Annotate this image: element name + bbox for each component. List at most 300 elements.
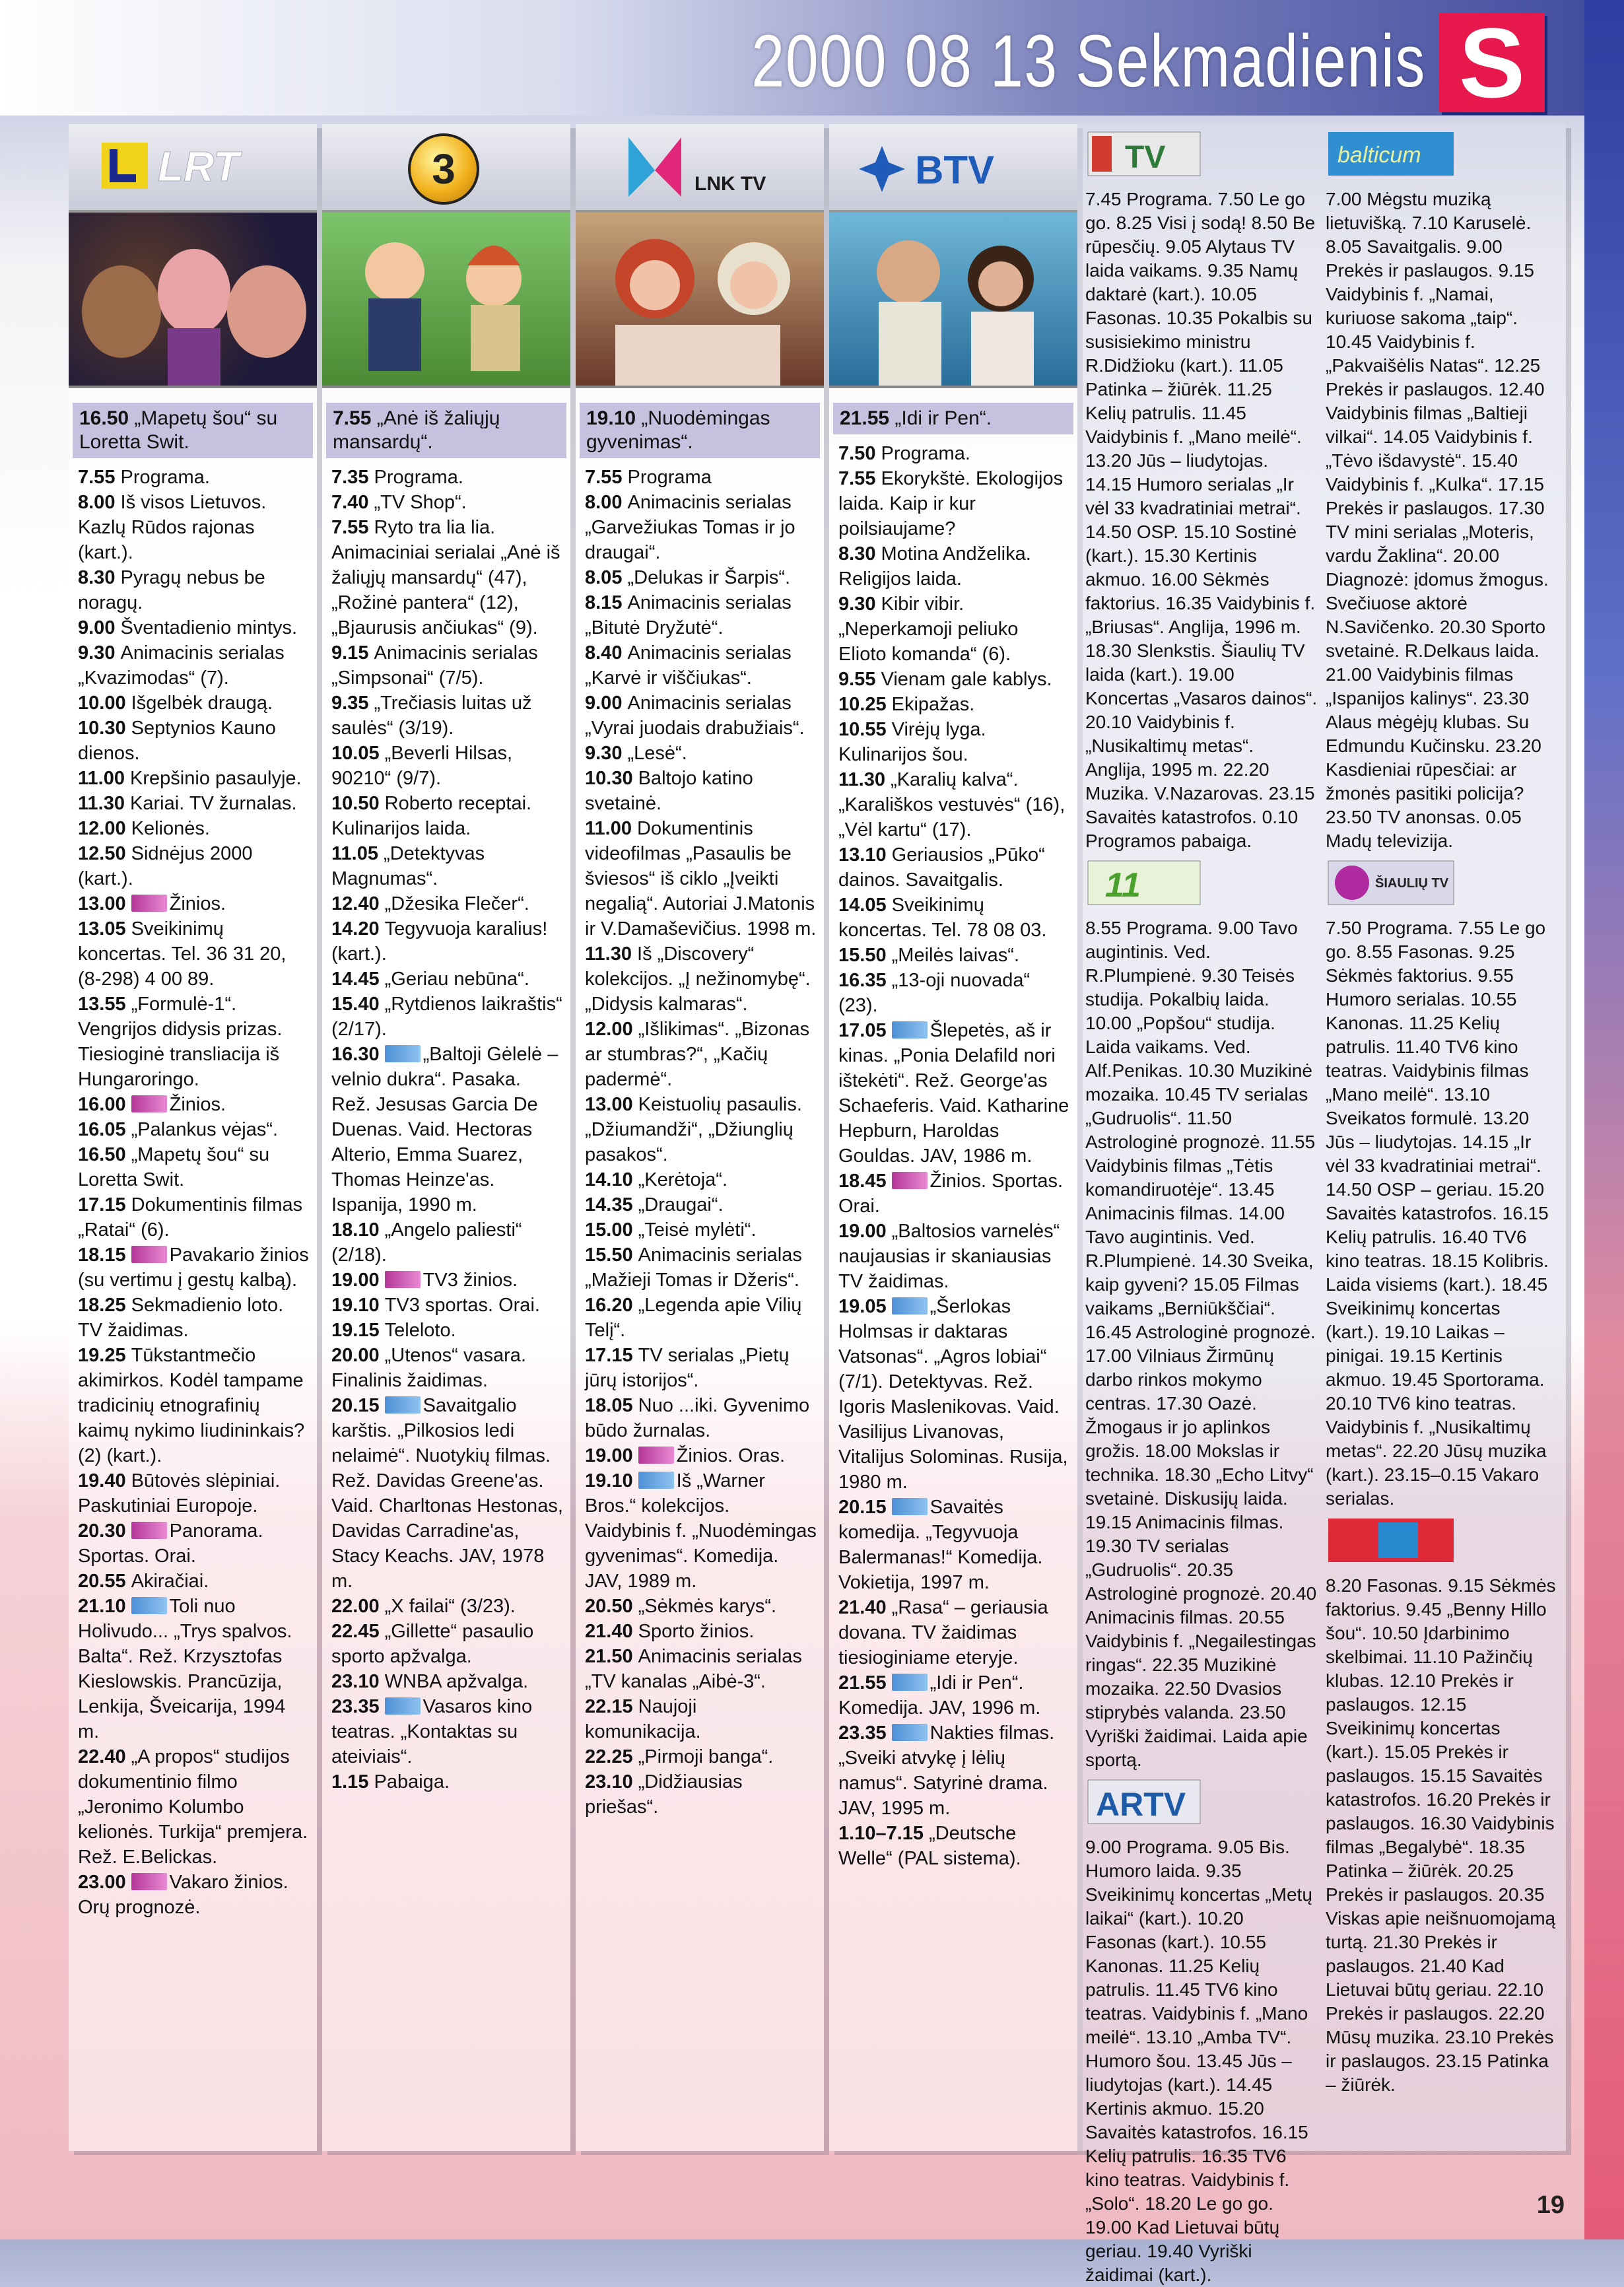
baltijos-logo-icon xyxy=(1326,128,1558,181)
program-time: 11.05 xyxy=(331,843,378,864)
program-entry xyxy=(585,941,817,1017)
page-number: 19 xyxy=(1536,2191,1565,2219)
program-time: 11.30 xyxy=(838,769,885,790)
program-entry xyxy=(78,841,310,891)
program-time: 21.40 xyxy=(585,1621,633,1642)
program-entry xyxy=(585,1619,817,1644)
program-title: Animacinis serialas „Karvė ir viščiukas“. xyxy=(585,642,792,689)
program-title: Kelionės. xyxy=(131,818,210,839)
program-entry xyxy=(331,1694,564,1769)
highlight-time: 16.50 xyxy=(79,407,129,429)
channel-logo-bar xyxy=(69,124,317,213)
program-time: 22.15 xyxy=(585,1696,633,1717)
program-time: 18.10 xyxy=(331,1219,380,1241)
program-title: Keistuolių pasaulis. „Džiumandži“, „Džiunglių pasakos“. xyxy=(585,1094,802,1165)
program-title: „Gillette“ pasaulio sporto apžvalga. xyxy=(331,1621,534,1667)
program-time: 14.10 xyxy=(585,1169,633,1190)
program-time: 10.50 xyxy=(331,793,380,814)
program-title: Nakties filmas. „Sveiki atvykę į lėlių namus“. Satyrinė drama. JAV, 1995 m. xyxy=(838,1723,1055,1819)
program-entry xyxy=(331,1393,564,1594)
channel-column-btv xyxy=(829,124,1077,2151)
program-entry xyxy=(585,1092,817,1167)
program-time: 22.25 xyxy=(585,1746,633,1767)
svg-text:LRT: LRT xyxy=(158,143,240,190)
program-entry xyxy=(331,967,564,992)
program-title: Toli nuo Holivudo... „Trys spalvos. Balta“. Rež. Krzysztofas Kieslowskis. Prancūzija, Lenkija, Šveicarija, 1994 m. xyxy=(78,1596,292,1742)
program-time: 15.40 xyxy=(331,994,380,1015)
program-title: Animacinis serialas „Bitutė Dryžutė“. xyxy=(585,592,792,638)
program-time: 15.50 xyxy=(585,1245,633,1266)
program-entry xyxy=(331,1042,564,1217)
program-title: „Palankus vėjas“. xyxy=(131,1119,279,1140)
program-time: 7.40 xyxy=(331,492,369,513)
program-entry xyxy=(585,640,817,691)
program-entry xyxy=(78,1569,310,1594)
film-marker-icon xyxy=(385,1697,421,1715)
program-time: 8.30 xyxy=(838,543,876,564)
program-time: 17.05 xyxy=(838,1020,887,1041)
program-entry xyxy=(78,565,310,615)
svg-text:BTV: BTV xyxy=(915,148,994,192)
program-title: Savaitgalio karštis. „Pilkosios ledi nelaimė“. Nuotykių filmas. Rež. Davidas Greene'as. Vaid. Charltonas Hestonas, Davidas Carradine'as, Stacy Keachs. JAV, 1978 m. xyxy=(331,1395,563,1592)
program-entry xyxy=(78,1092,310,1117)
program-entry xyxy=(585,1443,817,1468)
program-title: Šlepetės, aš ir kinas. „Ponia Delafild nori ištekėti“. Rež. George'as Schaeferis. Vaid. Katharine Hepburn, Haroldas Gouldas. JAV, 1986 m. xyxy=(838,1020,1069,1167)
program-title: Žinios. xyxy=(169,1094,226,1115)
program-time: 21.10 xyxy=(78,1596,126,1617)
program-time: 15.00 xyxy=(585,1219,633,1241)
program-time: 7.55 xyxy=(78,467,116,488)
program-title: Išgelbėk draugą. xyxy=(131,693,273,714)
program-time: 19.15 xyxy=(331,1320,380,1341)
program-time: 11.30 xyxy=(78,793,125,814)
program-title: Baltojo katino svetainė. xyxy=(585,768,753,814)
program-time: 7.35 xyxy=(331,467,369,488)
program-entry xyxy=(78,1293,310,1343)
program-entry xyxy=(331,741,564,791)
program-title: „Kerėtoja“. xyxy=(638,1169,728,1190)
program-time: 20.55 xyxy=(78,1571,126,1592)
program-title: Vakaro žinios. Orų prognozė. xyxy=(78,1872,288,1918)
program-time: 9.30 xyxy=(78,642,116,664)
page-title: 2000 08 13 Sekmadienis xyxy=(751,20,1426,102)
program-entry xyxy=(585,1167,817,1192)
program-title: Sveikinimų koncertas. Tel. 36 31 20, (8-298) 4 00 89. xyxy=(78,918,287,990)
program-entry xyxy=(78,1594,310,1744)
news-marker-icon xyxy=(385,1271,421,1288)
film-marker-icon xyxy=(638,1472,674,1489)
schedule-tv11: 8.55 Programa. 9.00 Tavo augintinis. Ved. R.Plumpienė. 9.30 Teisės studija. Pokalbių laida. 10.00 „Popšou“ studija. Laida vaikams. Ved. Alf.Penikas. 10.30 Muzikinė mozaika. 10.45 TV serialas „Gudruolis“. 11.50 Astrologinė prognozė. 11.55 Vaidybinis filmas „Tėtis komandiruotėje“. 13.45 Animacinis filmas. 14.00 Tavo augintinis. Ved. R.Plumpienė. 14.30 Sveika, kaip gyveni? 15.05 Filmas vaikams „Berniūkščiai“. 16.45 Astrologinė prognozė. 17.00 Vilniaus Žirmūnų darbo rinkos mokymo centras. 17.30 Oazė. Žmogaus ir jo aplinkos grožis. 18.00 Mokslas ir technika. 18.30 „Echo Litvy“ svetainė. Diskusijų laida. 19.15 Animacinis filmas. 19.30 TV serialas „Gudruolis“. 20.35 Astrologinė prognozė. 20.40 Animacinis filmas. 20.55 Vaidybinis f. „Negailestingas ringas“. 22.35 Muzikinė mozaika. 22.50 Dvasios stiprybės valanda. 23.50 Vyriški žaidimai. Laida apie sportą. xyxy=(1085,918,1317,1770)
program-entry xyxy=(838,1169,1071,1219)
program-entry xyxy=(585,1393,817,1443)
program-title: TV3 žinios. xyxy=(423,1270,518,1291)
program-entry xyxy=(331,1293,564,1318)
program-entry xyxy=(78,1468,310,1519)
program-title: Ryto tra lia lia. Animaciniai serialai „Anė iš žaliųjų mansardų“ (47), „Rožinė pantera“ (12), „Bjaurusis ančiukas“ (9). xyxy=(331,517,560,638)
program-entry xyxy=(838,466,1071,541)
program-time: 19.10 xyxy=(585,1470,633,1491)
program-time: 19.00 xyxy=(331,1270,380,1291)
program-entry xyxy=(838,1294,1071,1495)
program-time: 9.00 xyxy=(78,617,116,638)
program-time: 14.20 xyxy=(331,918,380,939)
program-time: 10.00 xyxy=(78,693,126,714)
program-entry xyxy=(838,441,1071,466)
program-title: Kariai. TV žurnalas. xyxy=(130,793,297,814)
program-title: „A propos“ studijos dokumentinio filmo „Jeronimo Kolumbo kelionės. Turkija“ premjera. Rež. E.Belickas. xyxy=(78,1746,308,1868)
program-title: Ekipažas. xyxy=(891,694,975,715)
program-time: 18.45 xyxy=(838,1171,887,1192)
program-time: 10.05 xyxy=(331,743,380,764)
regional-column-right xyxy=(1326,124,1558,2097)
program-time: 22.45 xyxy=(331,1621,380,1642)
program-time: 13.55 xyxy=(78,994,126,1015)
highlight-box xyxy=(833,403,1073,434)
program-title: „Baltoji Gėlelė – velnio dukra“. Pasaka. Rež. Jesusas Garcia De Duenas. Vaid. Hectoras Alterio, Emma Suarez, Thomas Heinze'as. Ispanija, 1990 m. xyxy=(331,1044,558,1215)
program-time: 16.00 xyxy=(78,1094,126,1115)
program-entry xyxy=(585,1217,817,1243)
program-time: 22.40 xyxy=(78,1746,126,1767)
program-title: „Rasa“ – geriausia dovana. TV žaidimas tiesioginiame eteryje. xyxy=(838,1597,1048,1668)
program-title: Iš „Discovery“ kolekcijos. „Į nežinomybę“. „Didysis kalmaras“. xyxy=(585,943,811,1015)
news-marker-icon xyxy=(131,1095,167,1112)
program-time: 11.00 xyxy=(78,768,125,789)
artv-logo-icon xyxy=(1085,1776,1318,1829)
channel-logo-bar xyxy=(829,124,1077,213)
program-time: 7.55 xyxy=(331,517,369,538)
program-entry xyxy=(838,1721,1071,1821)
program-time: 8.15 xyxy=(585,592,623,613)
program-title: Iš „Warner Bros.“ kolekcijos. Vaidybinis f. „Nuodėmingas gyvenimas“. Komedija. JAV, 1989 m. xyxy=(585,1470,817,1592)
program-title: Žinios. xyxy=(169,893,226,914)
program-time: 12.00 xyxy=(585,1019,633,1040)
day-letter-badge: S xyxy=(1439,13,1545,112)
program-time: 12.50 xyxy=(78,843,126,864)
film-marker-icon xyxy=(131,1597,167,1614)
program-time: 23.10 xyxy=(331,1671,380,1692)
program-title: Pyragų nebus be noragų. xyxy=(78,567,265,613)
program-entry xyxy=(78,1117,310,1142)
program-entry xyxy=(838,1595,1071,1670)
program-time: 10.55 xyxy=(838,719,887,740)
program-title: Animacinis serialas „Kvazimodas“ (7). xyxy=(78,642,285,689)
program-entry xyxy=(838,842,1071,893)
program-title: „TV Shop“. xyxy=(374,492,467,513)
program-entry xyxy=(838,893,1071,943)
program-entry xyxy=(78,1192,310,1243)
schedule-tv-last: 8.20 Fasonas. 9.15 Sėkmės faktorius. 9.45 „Benny Hillo šou“. 10.50 Įdarbinimo skelbimai. 11.10 Pažinčių klubas. 12.10 Prekės ir paslaugos. 12.15 Sveikinimų koncertas (kart.). 15.05 Prekės ir paslaugos. 15.15 Savaitės katastrofos. 16.20 Prekės ir paslaugos. 16.30 Vaidybinis filmas „Begalybė“. 18.35 Patinka – žiūrėk. 20.25 Prekės ir paslaugos. 20.35 Viskas apie neišnuomojamą turtą. 21.30 Prekės ir paslaugos. 21.40 Kad Lietuvai būtų geriau. 22.10 Prekės ir paslaugos. 22.20 Mūsų muzika. 23.10 Prekės ir paslaugos. 23.15 Patinka – žiūrėk. xyxy=(1326,1575,1556,2095)
program-title: „Teisė mylėti“. xyxy=(638,1219,757,1241)
film-marker-icon xyxy=(385,1396,421,1414)
program-entry xyxy=(78,992,310,1092)
program-title: „Geriau nebūna“. xyxy=(384,969,529,990)
program-entry xyxy=(78,816,310,841)
program-time: 18.05 xyxy=(585,1395,633,1416)
right-edge-stripe xyxy=(1584,0,1624,2239)
news-marker-icon xyxy=(638,1447,674,1464)
program-entry xyxy=(331,1669,564,1694)
btv-logo-icon xyxy=(856,143,1054,195)
program-title: „Deutsche Welle“ (PAL sistema). xyxy=(838,1823,1021,1869)
channel-column-lnk xyxy=(576,124,824,2151)
program-title: Roberto receptai. Kulinarijos laida. xyxy=(331,793,532,839)
lnk-logo-icon xyxy=(615,131,794,203)
program-title: „Angelo paliesti“ (2/18). xyxy=(331,1219,522,1266)
program-time: 13.10 xyxy=(838,844,887,866)
program-entry xyxy=(585,816,817,941)
program-entry xyxy=(331,640,564,691)
program-entry xyxy=(585,1744,817,1769)
program-time: 15.50 xyxy=(838,945,887,966)
lrt-logo-icon xyxy=(95,136,293,195)
program-title: „Delukas ir Šarpis“. xyxy=(627,567,791,588)
program-title: Programa. xyxy=(374,467,463,488)
program-title: Sekmadienio loto. TV žaidimas. xyxy=(78,1295,284,1341)
program-title: „Beverli Hilsas, 90210“ (9/7). xyxy=(331,743,513,789)
news-marker-icon xyxy=(131,1873,167,1890)
program-entry xyxy=(838,1219,1071,1294)
program-entry xyxy=(838,1670,1071,1721)
siauliu-tv-logo-icon xyxy=(1326,857,1558,910)
program-title: „Mapetų šou“ su Loretta Swit. xyxy=(78,1144,270,1190)
program-time: 9.15 xyxy=(331,642,369,664)
program-photo xyxy=(576,213,824,388)
film-marker-icon xyxy=(892,1297,928,1314)
program-title: Teleloto. xyxy=(384,1320,456,1341)
program-title: Vienam gale kablys. xyxy=(881,669,1052,690)
program-title: Sveikinimų koncertas. Tel. 78 08 03. xyxy=(838,895,1047,941)
program-title: „Draugai“. xyxy=(638,1194,724,1215)
program-list xyxy=(69,465,317,1920)
program-title: WNBA apžvalga. xyxy=(384,1671,529,1692)
highlight-time: 7.55 xyxy=(333,407,372,429)
program-time: 23.35 xyxy=(331,1696,380,1717)
program-entry xyxy=(78,791,310,816)
highlight-box xyxy=(326,403,566,458)
program-title: Kibir vibir. „Neperkamoji peliuko Elioto komanda“ (6). xyxy=(838,594,1019,665)
program-time: 23.35 xyxy=(838,1723,887,1744)
program-time: 9.35 xyxy=(331,693,369,714)
program-entry xyxy=(78,1870,310,1920)
program-title: „Karalių kalva“. „Karališkos vestuvės“ (16), „Vėl kartu“ (17). xyxy=(838,769,1066,840)
program-time: 16.50 xyxy=(78,1144,126,1165)
highlight-title: „Nuodėmingas gyvenimas“. xyxy=(586,407,770,453)
program-entry xyxy=(585,1192,817,1217)
program-entry xyxy=(838,1018,1071,1169)
program-title: „Baltosios varnelės“ naujausias ir skaniausias TV žaidimas. xyxy=(838,1221,1060,1292)
svg-text:balticum: balticum xyxy=(1337,143,1421,168)
program-entry xyxy=(331,1594,564,1619)
program-title: „Trečiasis luitas už saulės“ (3/19). xyxy=(331,693,532,739)
program-entry xyxy=(78,916,310,992)
program-entry xyxy=(331,1769,564,1794)
svg-text:11: 11 xyxy=(1105,866,1141,905)
schedule-vilnius-tv: 7.45 Programa. 7.50 Le go go. 8.25 Visi į sodą! 8.50 Be rūpesčių. 9.05 Alytaus TV laida vaikams. 9.35 Namų daktarė (kart.). 10.05 Fasonas. 10.35 Pokalbis su susisiekimo ministru R.Didžioku (kart.). 11.05 Patinka – žiūrėk. 11.25 Kelių patrulis. 11.45 Vaidybinis f. „Mano meilė“. 13.20 Jūs – liudytojas. 14.15 Humoro serialas „Ir vėl 33 kvadratiniai metrai“. 14.50 OSP. 15.10 Sostinė (kart.). 15.30 Kertinis akmuo. 16.00 Sėkmės faktorius. 16.35 Vaidybinis f. „Briusas“. Anglija, 1996 m. 18.30 Slenkstis. Šiaulių TV laida (kart.). 19.00 Koncertas „Vasaros dainos“. 20.10 Vaidybinis f. „Nusikaltimų metas“. Anglija, 1995 m. 22.20 Muzika. V.Nazarovas. 23.15 Savaitės katastrofos. 0.10 Programos pabaiga. xyxy=(1085,189,1318,851)
program-title: „Meilės laivas“. xyxy=(891,945,1020,966)
program-time: 1.15 xyxy=(331,1771,369,1792)
program-entry xyxy=(331,691,564,741)
program-time: 12.40 xyxy=(331,893,380,914)
program-time: 16.20 xyxy=(585,1295,633,1316)
program-time: 20.50 xyxy=(585,1596,633,1617)
program-entry xyxy=(585,490,817,565)
program-time: 8.00 xyxy=(585,492,623,513)
program-entry xyxy=(331,490,564,515)
program-list xyxy=(576,465,824,1820)
program-entry xyxy=(838,943,1071,968)
svg-text:TV: TV xyxy=(1125,140,1166,175)
program-entry xyxy=(331,992,564,1042)
program-entry xyxy=(331,1217,564,1268)
news-marker-icon xyxy=(131,895,167,912)
program-time: 14.05 xyxy=(838,895,887,916)
program-entry xyxy=(838,692,1071,717)
program-title: „Džesika Flečer“. xyxy=(384,893,529,914)
program-time: 14.35 xyxy=(585,1194,633,1215)
program-time: 20.15 xyxy=(331,1395,380,1416)
program-time: 13.05 xyxy=(78,918,126,939)
program-time: 18.15 xyxy=(78,1245,126,1266)
program-title: „Utenos“ vasara. Finalinis žaidimas. xyxy=(331,1345,526,1391)
program-photo xyxy=(69,213,317,388)
program-entry xyxy=(585,565,817,590)
program-title: „Pirmoji banga“. xyxy=(638,1746,774,1767)
highlight-box xyxy=(73,403,313,458)
program-title: „Sėkmės karys“. xyxy=(638,1596,777,1617)
program-title: „Lesė“. xyxy=(627,743,687,764)
highlight-time: 19.10 xyxy=(586,407,636,429)
program-entry xyxy=(78,766,310,791)
program-title: „Formulė-1“. Vengrijos didysis prizas. Tiesioginė transliacija iš Hungaroringo. xyxy=(78,994,283,1090)
program-entry xyxy=(331,1619,564,1669)
program-time: 1.10–7.15 xyxy=(838,1823,924,1844)
program-time: 13.00 xyxy=(78,893,126,914)
program-title: Šventadienio mintys. xyxy=(120,617,298,638)
program-title: Sidnėjus 2000 (kart.). xyxy=(78,843,253,889)
program-entry xyxy=(585,691,817,741)
program-time: 7.55 xyxy=(585,467,623,488)
program-title: Iš visos Lietuvos. Kazlų Rūdos rajonas (kart.). xyxy=(78,492,267,563)
schedule-siauliu: 7.50 Programa. 7.55 Le go go. 8.55 Fasonas. 9.25 Sėkmės faktorius. 9.55 Humoro serialas. 10.55 Kanonas. 11.25 Kelių patrulis. 11.40 TV6 kino teatras. Vaidybinis filmas „Mano meilė“. 13.10 Sveikatos formulė. 13.20 Jūs – liudytojas. 14.15 „Ir vėl 33 kvadratiniai metrai“. 14.50 OSP – geriau. 15.20 Savaitės katastrofos. 16.15 Kelių patrulis. 16.40 TV6 kino teatras. 18.15 Kolibris. Laida visiems (kart.). 18.45 Sveikinimų koncertas (kart.). 19.10 Laikas – pinigai. 19.15 Kertinis akmuo. 19.45 Sportorama. 20.10 TV6 kino teatras. Vaidybinis f. „Nusikaltimų metas“. 22.20 Jūsų muzika (kart.). 23.15–0.15 Vakaro serialas. xyxy=(1326,918,1549,1509)
program-entry xyxy=(331,841,564,891)
schedule-artv: 9.00 Programa. 9.05 Bis. Humoro laida. 9.35 Sveikinimų koncertas „Metų laikai“ (kart.). 10.20 Fasonas (kart.). 10.55 Kanonas. 11.25 Kelių patrulis. 11.45 TV6 kino teatras. Vaidybinis f. „Mano meilė“. 13.10 „Amba TV“. Humoro šou. 13.45 Jūs – liudytojas (kart.). 14.45 Kertinis akmuo. 15.20 Savaitės katastrofos. 16.15 Kelių patrulis. 16.35 TV6 kino teatras. Vaidybinis f. „Solo“. 18.20 Le go go. 19.00 Kad Lietuvai būtų geriau. 19.40 Vyriški žaidimai (kart.). xyxy=(1085,1837,1312,2285)
program-entry xyxy=(585,1594,817,1619)
program-title: Programa. xyxy=(881,443,970,464)
program-entry xyxy=(838,667,1071,692)
highlight-title: „Anė iš žaliųjų mansardų“. xyxy=(333,407,500,453)
program-entry xyxy=(331,1343,564,1393)
program-entry xyxy=(331,1268,564,1293)
program-photo xyxy=(322,213,570,388)
regional-channels-section xyxy=(1077,124,1566,2285)
program-time: 10.30 xyxy=(585,768,633,789)
tv3-logo-icon: 3 xyxy=(408,133,479,205)
program-entry xyxy=(78,640,310,691)
program-title: Tegyvuoja karalius! (kart.). xyxy=(331,918,548,965)
film-marker-icon xyxy=(892,1021,928,1039)
program-title: „Legenda apie Vilių Telį“. xyxy=(585,1295,802,1341)
program-time: 19.10 xyxy=(331,1295,380,1316)
program-title: Programa xyxy=(627,467,712,488)
regional-column-left xyxy=(1085,124,1318,2287)
program-time: 11.00 xyxy=(585,818,632,839)
program-entry xyxy=(585,1017,817,1092)
program-entry xyxy=(585,1293,817,1343)
highlight-time: 21.55 xyxy=(840,407,890,429)
program-title: „Idi ir Pen“. Komedija. JAV, 1996 m. xyxy=(838,1672,1041,1719)
program-title: „Išlikimas“. „Bizonas ar stumbras?“, „Kačių padermė“. xyxy=(585,1019,810,1090)
program-title: Dokumentinis videofilmas „Pasaulis be šviesos“ iš ciklo „Įveikti negalią“. Autoriai J.Matonis ir V.Damaševičius. 1998 m. xyxy=(585,818,817,939)
program-time: 21.40 xyxy=(838,1597,887,1618)
program-title: Akiračiai. xyxy=(131,1571,209,1592)
program-time: 9.00 xyxy=(585,693,623,714)
program-title: Septynios Kauno dienos. xyxy=(78,718,276,764)
program-time: 16.35 xyxy=(838,970,887,991)
program-title: Geriausios „Pūko“ dainos. Savaitgalis. xyxy=(838,844,1045,891)
program-title: Tūkstantmečio akimirkos. Kodėl tampame tradicinių etnografinių kaimų nykimo liudininkais? (2) (kart.). xyxy=(78,1345,305,1466)
program-entry xyxy=(78,1343,310,1468)
program-entry xyxy=(331,891,564,916)
tv11-logo-icon xyxy=(1085,857,1318,910)
highlight-title: „Idi ir Pen“. xyxy=(895,407,992,429)
program-time: 14.45 xyxy=(331,969,380,990)
program-entry xyxy=(78,891,310,916)
program-title: Ekorykštė. Ekologijos laida. Kaip ir kur poilsiaujame? xyxy=(838,468,1064,539)
program-time: 19.05 xyxy=(838,1296,887,1317)
film-marker-icon xyxy=(892,1498,928,1515)
program-time: 9.30 xyxy=(585,743,623,764)
program-time: 20.00 xyxy=(331,1345,380,1366)
news-marker-icon xyxy=(131,1522,167,1539)
program-time: 8.30 xyxy=(78,567,116,588)
program-title: Programa. xyxy=(120,467,210,488)
program-title: Virėjų lyga. Kulinarijos šou. xyxy=(838,719,986,765)
program-entry xyxy=(78,716,310,766)
tv-channel-logo-icon xyxy=(1326,1515,1558,1567)
program-time: 19.25 xyxy=(78,1345,126,1366)
film-marker-icon xyxy=(385,1045,421,1062)
program-entry xyxy=(78,1142,310,1192)
program-time: 13.00 xyxy=(585,1094,633,1115)
program-time: 9.55 xyxy=(838,669,876,690)
program-title: Animacinis serialas „Simpsonai“ (7/5). xyxy=(331,642,538,689)
program-time: 19.00 xyxy=(838,1221,887,1242)
program-title: Motina Andželika. Religijos laida. xyxy=(838,543,1031,590)
film-marker-icon xyxy=(892,1674,928,1691)
program-time: 19.00 xyxy=(585,1445,633,1466)
film-marker-icon xyxy=(892,1724,928,1741)
program-time: 17.15 xyxy=(585,1345,633,1366)
program-title: Animacinis serialas „Mažieji Tomas ir Džeris“. xyxy=(585,1245,802,1291)
program-title: „Detektyvas Magnumas“. xyxy=(331,843,485,889)
program-entry xyxy=(585,1644,817,1694)
program-time: 8.00 xyxy=(78,492,116,513)
program-entry xyxy=(78,1243,310,1293)
program-entry xyxy=(585,465,817,490)
program-entry xyxy=(331,465,564,490)
program-time: 11.30 xyxy=(585,943,632,965)
program-time: 20.15 xyxy=(838,1497,887,1518)
program-title: Būtovės slėpiniai. Paskutiniai Europoje. xyxy=(78,1470,281,1517)
program-entry xyxy=(838,1495,1071,1595)
program-time: 7.55 xyxy=(838,468,876,489)
channel-column-tv3 xyxy=(322,124,570,2151)
program-title: Animacinis serialas „Garvežiukas Tomas ir jo draugai“. xyxy=(585,492,795,563)
program-entry xyxy=(585,1694,817,1744)
program-title: Panorama. Sportas. Orai. xyxy=(78,1520,263,1567)
program-entry xyxy=(78,691,310,716)
program-entry xyxy=(585,1468,817,1594)
